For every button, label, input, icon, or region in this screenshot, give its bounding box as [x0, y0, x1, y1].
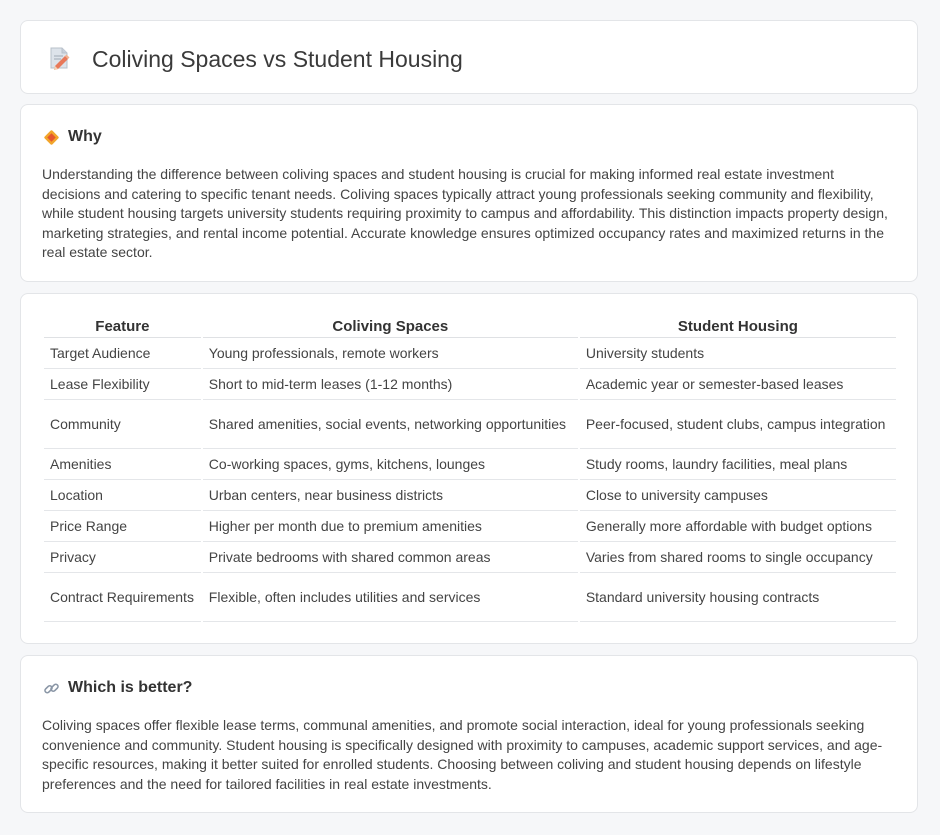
table-row [44, 480, 896, 511]
diamond-sign-icon [43, 129, 60, 146]
feature-cell: Target Audience [44, 338, 201, 369]
feature-cell: Lease Flexibility [44, 369, 201, 400]
comparison-section [20, 293, 918, 644]
student-cell: Standard university housing contracts [580, 573, 896, 622]
coliving-cell: Higher per month due to premium amenities [203, 511, 578, 542]
student-cell: Generally more affordable with budget options [580, 511, 896, 542]
link-icon [43, 680, 60, 697]
coliving-cell: Young professionals, remote workers [203, 338, 578, 369]
why-text: Understanding the difference between coliving spaces and student housing is crucial for making informed real estate investment decisions and catering to specific tenant needs. Coliving spaces typically attract young professionals seeking community and flexibility, while student housing targets university students requiring proximity to campus and affordability. This distinction impacts property design, marketing strategies, and rental income potential. Accurate knowledge ensures optimized occupancy rates and maximized returns in the real estate sector. [42, 166, 888, 260]
better-text: Coliving spaces offer flexible lease terms, communal amenities, and promote social interaction, ideal for young professionals seeking convenience and community. Student housing is specifically designed with proximity to campuses, academic support services, and age-specific resources, making it better suited for enrolled students. Choosing between coliving and student housing depends on lifestyle preferences and the need for tailored facilities in real estate investments. [42, 717, 883, 792]
table-row [44, 573, 896, 622]
better-heading: Which is better? [68, 679, 193, 696]
student-cell: Study rooms, laundry facilities, meal plans [580, 449, 896, 480]
why-heading: Why [68, 128, 102, 145]
why-section [20, 104, 918, 282]
feature-cell: Price Range [44, 511, 201, 542]
student-cell: Varies from shared rooms to single occupancy [580, 542, 896, 573]
feature-cell: Privacy [44, 542, 201, 573]
table-row [44, 542, 896, 573]
comparison-table [42, 316, 898, 622]
column-header-student: Student Housing [580, 316, 896, 338]
table-row [44, 400, 896, 449]
table-row [44, 449, 896, 480]
table-row [44, 369, 896, 400]
better-heading-row [43, 678, 192, 698]
which-is-better-section [20, 655, 918, 813]
feature-cell: Location [44, 480, 201, 511]
feature-cell: Amenities [44, 449, 201, 480]
coliving-cell: Short to mid-term leases (1-12 months) [203, 369, 578, 400]
coliving-cell: Private bedrooms with shared common areas [203, 542, 578, 573]
title-card [20, 20, 918, 94]
column-header-coliving: Coliving Spaces [203, 316, 578, 338]
table-header-row [44, 316, 896, 338]
page-title: Coliving Spaces vs Student Housing [92, 46, 463, 72]
student-cell: University students [580, 338, 896, 369]
student-cell: Academic year or semester-based leases [580, 369, 896, 400]
coliving-cell: Flexible, often includes utilities and services [203, 573, 578, 622]
student-cell: Close to university campuses [580, 480, 896, 511]
table-row [44, 511, 896, 542]
coliving-cell: Urban centers, near business districts [203, 480, 578, 511]
column-header-feature: Feature [44, 316, 201, 338]
coliving-cell: Co-working spaces, gyms, kitchens, lounges [203, 449, 578, 480]
why-heading-row [43, 127, 102, 147]
student-cell: Peer-focused, student clubs, campus integration [580, 400, 896, 449]
feature-cell: Contract Requirements [44, 573, 201, 622]
table-row [44, 338, 896, 369]
feature-cell: Community [44, 400, 201, 449]
coliving-cell: Shared amenities, social events, networking opportunities [203, 400, 578, 449]
document-pencil-icon [46, 45, 72, 71]
